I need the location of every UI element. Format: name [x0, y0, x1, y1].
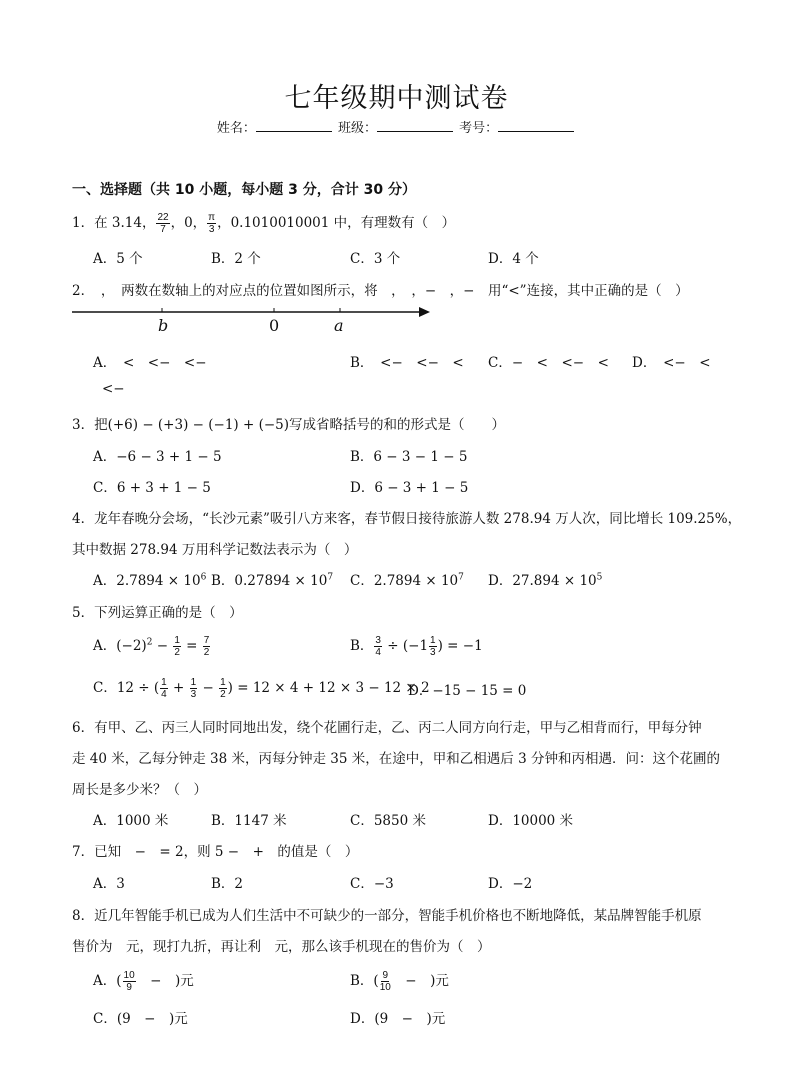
- question-1-stem: 1．在 3.14， $\frac{22}{7}$ ，0， $\frac{\pi}{3}$ ，0.1010010001 中，有理数有（ ）: [72, 212, 456, 235]
- fraction: $\frac{1}{3}$: [430, 635, 436, 658]
- option-c[interactable]: C．6 + 3 + 1 − 5: [93, 480, 211, 496]
- page-title: 七年级期中测试卷: [284, 83, 509, 114]
- option-b[interactable]: B． <− <− <: [350, 355, 464, 371]
- label-a: a: [334, 316, 344, 335]
- class-field[interactable]: [377, 119, 453, 132]
- question-4-line-1: 4．龙年春晚分会场，“长沙元素”吸引八方来客，春节假日接待旅游人数 278.94 万人次，同比增长 109.25%，: [72, 511, 742, 527]
- option-b[interactable]: B． $\frac{3}{4}$ ÷ (−1 $\frac{1}{3}$ ) = −1: [350, 635, 483, 658]
- section-heading: 一、选择题（共 10 小题，每小题 3 分，合计 30 分）: [72, 182, 416, 198]
- option-a[interactable]: A．( $\frac{10}{9}$ − )元: [93, 970, 194, 993]
- option-c[interactable]: C．5850 米: [350, 813, 426, 829]
- question-7-stem: 7．已知 − = 2，则 5 − + 的值是（ ）: [72, 844, 359, 860]
- question-3-stem: 3．把(+6) − (+3) − (−1) + (−5)写成省略括号的和的形式是（ ）: [72, 417, 506, 433]
- option-d[interactable]: D．(9 − )元: [350, 1011, 446, 1027]
- fraction: $\frac{9}{10}$: [379, 970, 391, 993]
- question-8-line-2: 售价为 元，现打九折，再让利 元，那么该手机现在的售价为（ ）: [72, 939, 491, 955]
- question-4-line-2: 其中数据 278.94 万用科学记数法表示为（ ）: [72, 542, 358, 558]
- option-a-continued: <−: [102, 381, 125, 397]
- option-c[interactable]: C．3 个: [350, 251, 401, 267]
- option-a[interactable]: A．$(-2)^2$ − $\frac{1}{2}$ = $\frac{7}{2}$: [93, 635, 210, 658]
- option-a[interactable]: A． < <− <−: [93, 355, 207, 371]
- option-d[interactable]: D．4 个: [488, 251, 539, 267]
- option-d[interactable]: D．$27.894 \times 10^5$: [488, 572, 603, 589]
- question-6-line-3: 周长是多少米？（ ）: [72, 782, 207, 798]
- option-d[interactable]: D． <− <: [632, 355, 711, 371]
- question-6-line-1: 6．有甲、乙、丙三人同时同地出发，绕个花圃行走，乙、丙二人同方向行走，甲与乙相背而行，甲每分钟: [72, 720, 702, 736]
- fraction: $\frac{22}{7}$: [157, 212, 169, 235]
- fraction: $\frac{\pi}{3}$: [208, 212, 216, 235]
- option-c[interactable]: C．(9 − )元: [93, 1011, 188, 1027]
- fraction: $\frac{3}{4}$: [375, 635, 381, 658]
- name-label: 姓名：: [216, 121, 256, 136]
- label-b: b: [158, 316, 169, 335]
- option-c[interactable]: C．−3: [350, 876, 394, 892]
- option-b[interactable]: B．1147 米: [211, 813, 287, 829]
- option-b[interactable]: B．6 − 3 − 1 − 5: [350, 449, 468, 465]
- fraction: $\frac{1}{2}$: [220, 677, 226, 700]
- option-a[interactable]: A．$2.7894 \times 10^6$: [93, 572, 207, 589]
- question-5-stem: 5．下列运算正确的是（ ）: [72, 605, 243, 621]
- exam-number-label: 考号：: [459, 121, 499, 136]
- option-b[interactable]: B．2: [211, 876, 244, 892]
- number-line-figure: [70, 300, 435, 336]
- option-a[interactable]: A．5 个: [93, 251, 143, 267]
- label-zero: 0: [269, 316, 280, 335]
- student-info-line: [0, 117, 793, 136]
- fraction: $\frac{1}{3}$: [190, 677, 197, 700]
- option-a[interactable]: A．−6 − 3 + 1 − 5: [93, 449, 222, 465]
- option-a[interactable]: A．1000 米: [93, 813, 169, 829]
- option-c[interactable]: C．− < <− <: [488, 355, 609, 371]
- option-b[interactable]: B．2 个: [211, 251, 261, 267]
- question-2-stem: 2． ， 两数在数轴上的对应点的位置如图所示，将 ， ，− ，− 用“<”连接，其中正确的是（ ）: [72, 283, 689, 299]
- option-d[interactable]: D．−2: [488, 876, 533, 892]
- arrow-head-icon: [419, 307, 430, 317]
- option-b[interactable]: B．$0.27894 \times 10^7$: [211, 572, 334, 589]
- option-c[interactable]: C．$2.7894 \times 10^7$: [350, 572, 464, 589]
- fraction: $\frac{10}{9}$: [123, 970, 135, 993]
- name-field[interactable]: [256, 119, 332, 132]
- question-6-line-2: 走 40 米，乙每分钟走 38 米，丙每分钟走 35 米，在途中，甲和乙相遇后 3 分钟和丙相遇．问：这个花圃的: [72, 751, 720, 767]
- class-label: 班级：: [337, 121, 377, 136]
- option-d[interactable]: D．−15 − 15 = 0: [408, 683, 527, 699]
- option-c[interactable]: C．12 ÷ ( $\frac{1}{4}$ + $\frac{1}{3}$ − $\frac{1}{2}$ ) = 12 × 4 + 12 × 3 − 12 × 2: [93, 677, 430, 700]
- option-b[interactable]: B．( $\frac{9}{10}$ − )元: [350, 970, 449, 993]
- fraction: $\frac{1}{2}$: [174, 635, 180, 658]
- fraction: $\frac{1}{4}$: [161, 677, 167, 700]
- option-d[interactable]: D．10000 米: [488, 813, 574, 829]
- option-d[interactable]: D．6 − 3 + 1 − 5: [350, 480, 469, 496]
- exam-number-field[interactable]: [498, 119, 574, 132]
- option-a[interactable]: A．3: [93, 876, 125, 892]
- fraction: $\frac{7}{2}$: [203, 635, 210, 658]
- question-8-line-1: 8．近几年智能手机已成为人们生活中不可缺少的一部分，智能手机价格也不断地降低，某品牌智能手机原: [72, 908, 702, 924]
